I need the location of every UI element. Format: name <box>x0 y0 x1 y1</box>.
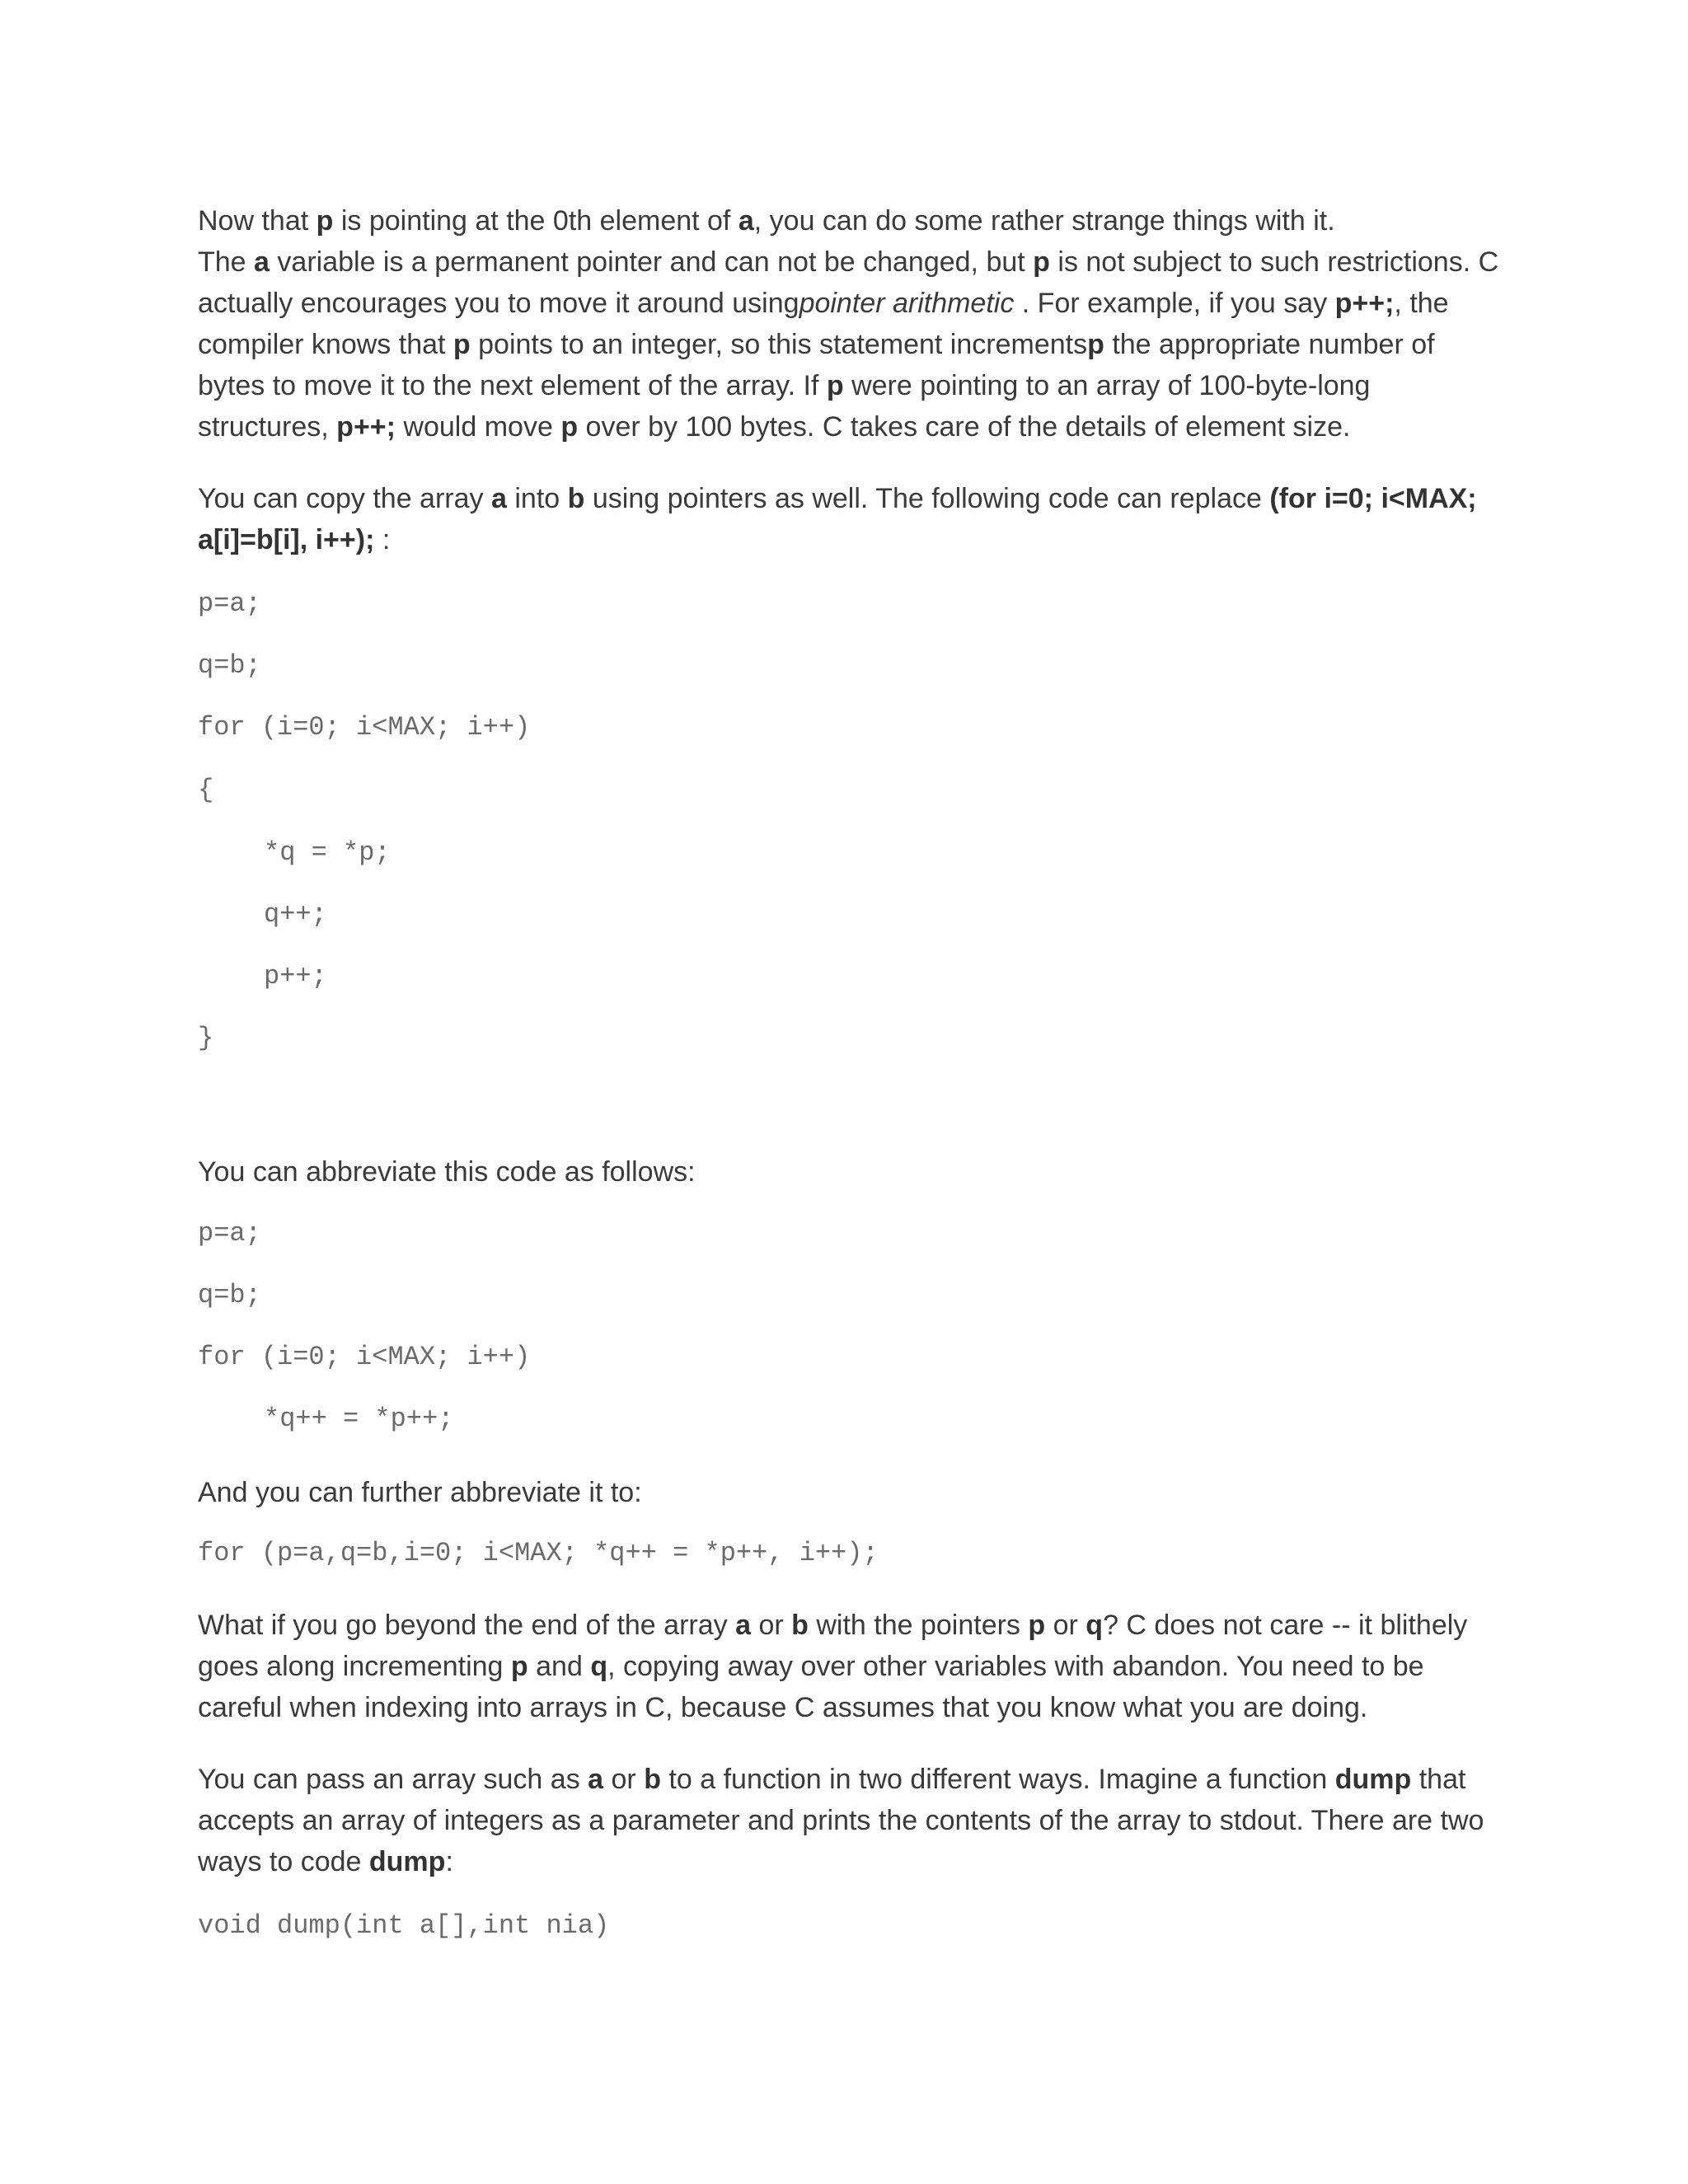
paragraph-further-abbreviate: And you can further abbreviate it to: <box>198 1477 642 1508</box>
code-line: q=b; <box>198 1280 261 1310</box>
code-line: q++; <box>264 899 327 930</box>
code-line: *q++ = *p++; <box>264 1404 454 1434</box>
code-line: { <box>198 775 214 805</box>
code-line: p=a; <box>198 588 261 619</box>
code-line: *q = *p; <box>264 837 391 868</box>
code-line: for (i=0; i<MAX; i++) <box>198 712 531 743</box>
code-line: void dump(int a[],int nia) <box>198 1910 610 1941</box>
paragraph-abbreviate: You can abbreviate this code as follows: <box>198 1156 696 1188</box>
code-line: } <box>198 1023 214 1053</box>
paragraph-pointer-intro: Now that p is pointing at the 0th element of a, you can do some rather strange things with it. The a variable is a permanent pointer and can not be changed, but p is not subject to such restrictions. C actually encourages you to move it around usingpointer arithmetic . For example, if you say p++;, the compiler knows that p points to an integer, so this statement incrementsp the appropriate number of bytes to move it to the next element of the array. If p were pointing to an array of 100-byte-long structures, p++; would move p over by 100 bytes. C takes care of the details of element size. <box>198 205 1499 443</box>
code-line: for (p=a,q=b,i=0; i<MAX; *q++ = *p++, i++); <box>198 1538 879 1568</box>
paragraph-copy-array: You can copy the array a into b using pointers as well. The following code can replace (for i=0; i<MAX; a[i]=b[i], i++); : <box>198 483 1477 555</box>
paragraph-pass-array: You can pass an array such as a or b to a function in two different ways. Imagine a function dump that accepts an array of integers as a parameter and prints the contents of the array to stdout. There are two ways to code dump: <box>198 1764 1484 1877</box>
code-line: p++; <box>264 961 327 991</box>
code-line: q=b; <box>198 650 261 681</box>
code-line: p=a; <box>198 1218 261 1249</box>
paragraph-out-of-bounds: What if you go beyond the end of the array a or b with the pointers p or q? C does not care -- it blithely goes along incrementing p and q, copying away over other variables with abandon. You need to be careful when indexing into arrays in C, because C assumes that you know what you are doing. <box>198 1610 1468 1723</box>
code-line: for (i=0; i<MAX; i++) <box>198 1342 531 1372</box>
